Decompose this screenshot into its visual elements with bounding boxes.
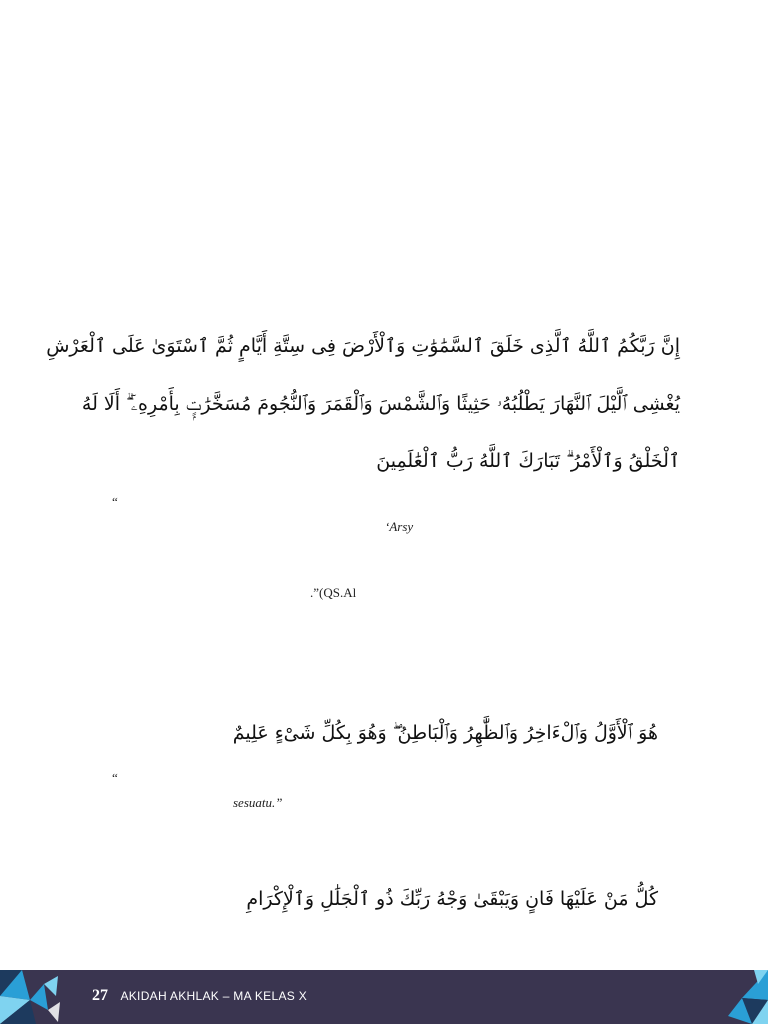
verse1-line3: ٱلْخَلْقُ وَٱلْأَمْرُ ۗ تَبَارَكَ ٱللَّهُ رَبُّ ٱلْعَٰلَمِينَ	[376, 450, 680, 472]
translation2-sesuatu: sesuatu.”	[233, 795, 283, 810]
triangle-decoration-right-icon	[688, 970, 768, 1024]
verse3: كُلُّ مَنْ عَلَيْهَا فَانٍ وَيَبْقَىٰ وَجْهُ رَبِّكَ ذُو ٱلْجَلَٰلِ وَٱلْإِكْرَامِ	[246, 888, 658, 910]
page-footer	[0, 970, 768, 1024]
verse1-line2: يُغْشِى ٱلَّيْلَ ٱلنَّهَارَ يَطْلُبُهُۥ حَثِيثًا وَٱلشَّمْسَ وَٱلْقَمَرَ وَٱلنُّجُومَ مُسَخَّرَٰتٍۭ بِأَمْرِهِۦٓ ۗ أَلَا لَهُ	[81, 393, 680, 415]
translation2-open-quote: “	[112, 770, 118, 785]
verse1-line1: إِنَّ رَبَّكُمُ ٱللَّهُ ٱلَّذِى خَلَقَ ٱلسَّمَٰوَٰتِ وَٱلْأَرْضَ فِى سِتَّةِ أَيَّامٍ ثُمَّ ٱسْتَوَىٰ عَلَى ٱلْعَرْشِ	[46, 335, 680, 357]
translation1-arsy: ‘Arsy	[385, 519, 414, 534]
translation1-open-quote: “	[112, 494, 118, 509]
book-title: AKIDAH AKHLAK – MA KELAS X	[120, 989, 307, 1003]
footer-text	[92, 987, 307, 1005]
page-number: 27	[92, 987, 108, 1004]
triangle-decoration-left-icon	[0, 970, 80, 1024]
verse2: هُوَ ٱلْأَوَّلُ وَٱلْءَاخِرُ وَٱلظَّٰهِرُ وَٱلْبَاطِنُ ۖ وَهُوَ بِكُلِّ شَىْءٍ عَلِيمٌ	[232, 722, 658, 744]
translation1-source: .”(QS.Al	[310, 585, 357, 600]
